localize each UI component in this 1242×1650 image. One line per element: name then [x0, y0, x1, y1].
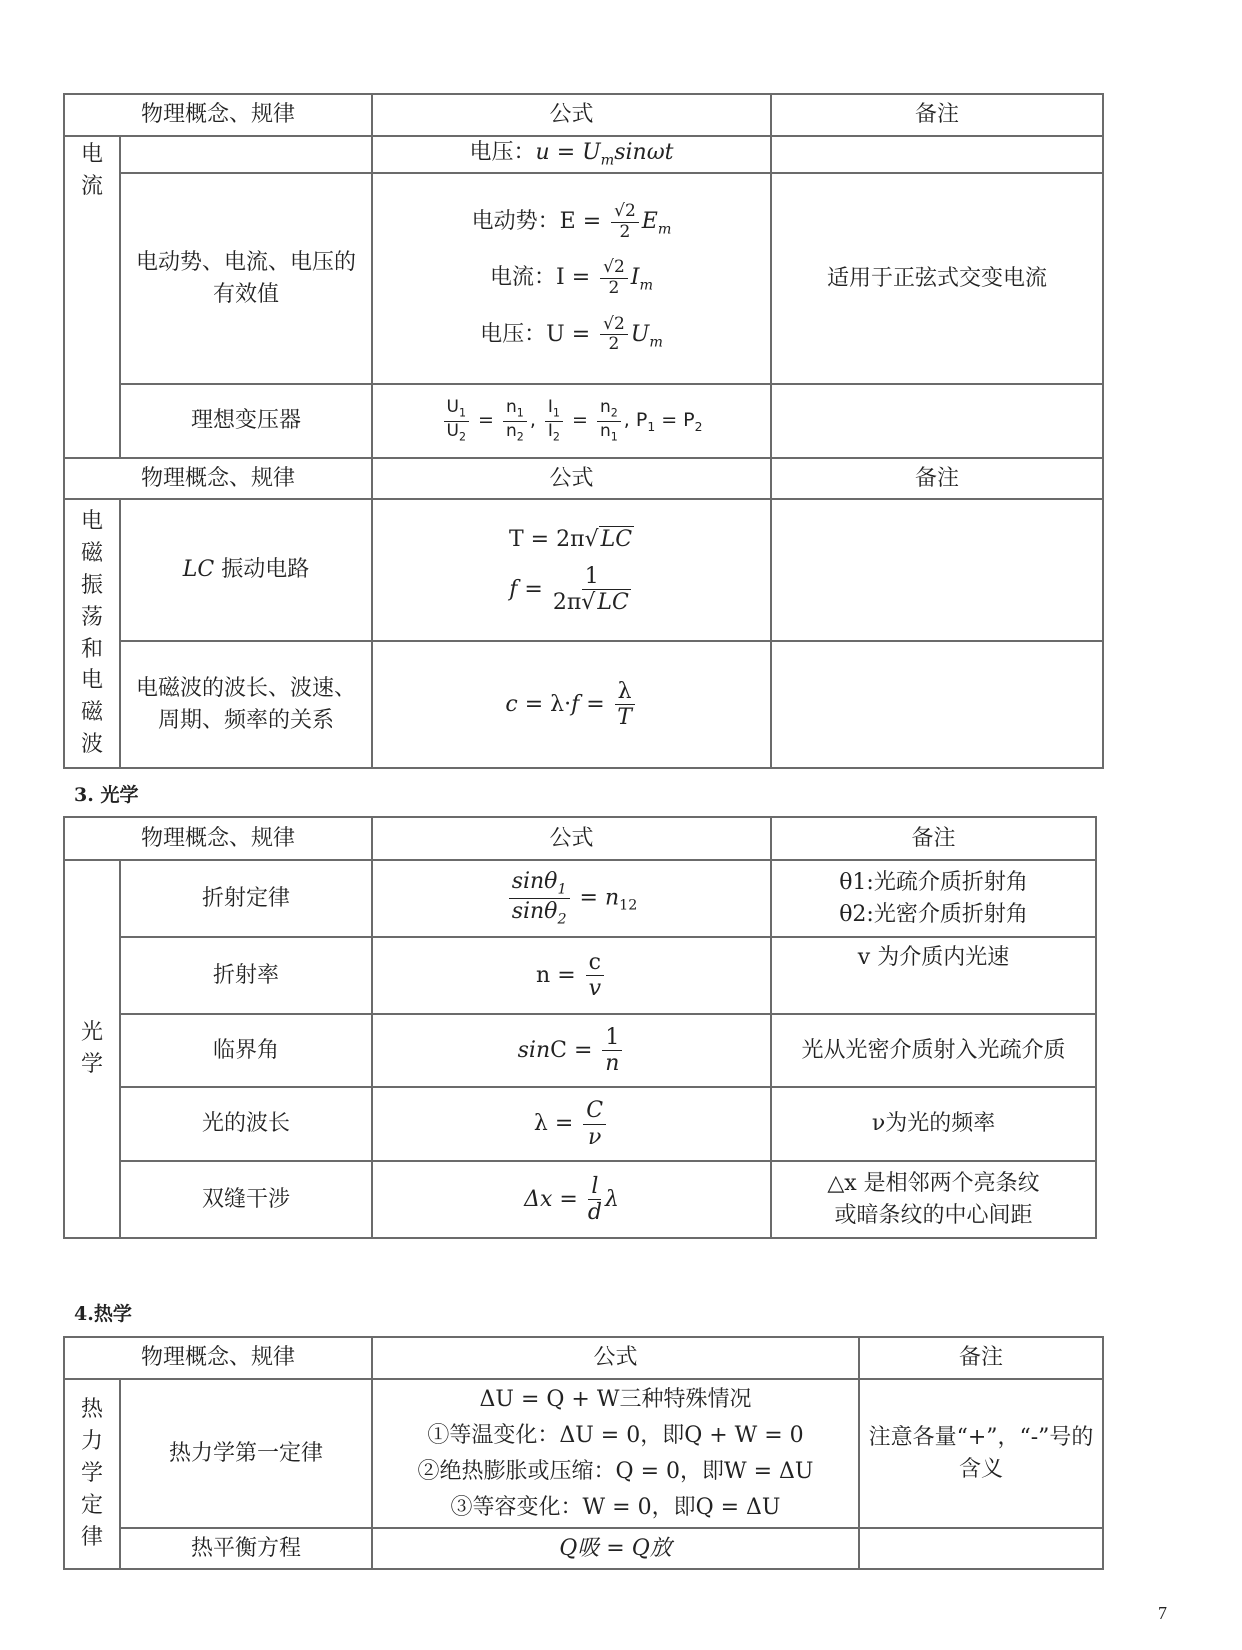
table-ac-em — [63, 93, 1104, 769]
concept-text: 振动电路 — [214, 557, 310, 583]
note-line: 或暗条纹的中心间距 — [834, 1202, 1033, 1228]
note-cell — [771, 860, 1096, 937]
formula-cell: n = $\frac{c}{v}$ — [372, 937, 771, 1014]
table-header-row — [64, 94, 1103, 136]
formula-line: 电动势：E = $\frac{√2}{2}$ $E_m$ — [471, 201, 672, 242]
formula-cell — [372, 499, 771, 641]
header-concept: 物理概念、规律 — [64, 1337, 372, 1379]
note-cell — [859, 1528, 1103, 1569]
formula-lhs: U — [546, 321, 565, 347]
group-char: 流 — [80, 173, 103, 199]
formula-cell — [372, 1528, 859, 1569]
table-row — [64, 136, 1103, 173]
header-note: 备注 — [771, 458, 1103, 499]
subscript: m — [649, 333, 663, 350]
header-concept: 物理概念、规律 — [64, 458, 372, 499]
concept-italic: LC — [182, 557, 215, 583]
group-char: 定 — [80, 1492, 103, 1518]
group-label-ac — [64, 136, 120, 458]
group-label-em — [64, 499, 120, 768]
formula-rhs: E — [641, 209, 658, 235]
table-header-row — [64, 817, 1096, 860]
fraction — [600, 315, 628, 355]
numerator: √2 — [600, 315, 628, 336]
section-heading-optics: 3. 光学 — [74, 784, 139, 806]
formula-label: 电压： — [480, 321, 547, 347]
fraction: $\frac{n_2}{n_1}$ — [597, 398, 621, 443]
note-cell: 适用于正弦式交变电流 — [771, 173, 1103, 384]
note-line: △x 是相邻两个亮条纹 — [827, 1170, 1040, 1196]
formula-expr: $u = U_m\sin\omega t$ — [535, 140, 674, 169]
table-row — [64, 1161, 1096, 1238]
table-header-row — [64, 458, 1103, 499]
formula-text: Q吸 = Q放 — [559, 1535, 672, 1561]
table-row — [64, 1014, 1096, 1087]
formula-lhs: E — [559, 209, 576, 235]
group-char: 电 — [80, 142, 103, 167]
table-row — [64, 1528, 1103, 1569]
formula-line: ①等温变化：ΔU = 0，即Q + W = 0 — [427, 1422, 804, 1448]
note-cell — [771, 641, 1103, 768]
concept-cell — [120, 136, 372, 173]
group-char: 电 — [80, 508, 103, 534]
fraction — [611, 202, 639, 242]
header-note: 备注 — [771, 94, 1103, 136]
section-heading-thermo: 4.热学 — [74, 1303, 132, 1325]
table-optics — [63, 816, 1097, 1239]
subscript: m — [657, 221, 672, 238]
group-char: 学 — [80, 1461, 103, 1487]
concept-cell: 电动势、电流、电压的有效值 — [120, 173, 372, 384]
formula-line: 电流：I = $\frac{√2}{2}$ $I_m$ — [489, 257, 654, 298]
note-cell — [771, 937, 1096, 1014]
concept-cell — [120, 499, 372, 641]
formula-cell: $\frac{U_1}{U_2}$ = $\frac{n_1}{n_2}$ , $\frac{I_1}{I_2}$ = $\frac{n_2}{n_1}$ , $P_1 = P_2$ — [372, 384, 771, 458]
header-concept: 物理概念、规律 — [64, 817, 372, 860]
fraction: $\frac{\sin\theta_1}{\sin\theta_2}$ — [509, 869, 570, 928]
note-cell — [771, 499, 1103, 641]
note-cell — [771, 1161, 1096, 1238]
table-row — [64, 641, 1103, 768]
note-line: θ2:光密介质折射角 — [839, 901, 1028, 927]
formula-line: ③等容变化：W = 0，即Q = ΔU — [450, 1494, 781, 1520]
formula-cell: $\frac{\sin\theta_1}{\sin\theta_2}$ = $n_{12}$ — [372, 860, 771, 937]
table-row — [64, 937, 1096, 1014]
concept-cell: 电磁波的波长、波速、周期、频率的关系 — [120, 641, 372, 768]
fraction: $\frac{\lambda}{T}$ — [615, 679, 635, 731]
note-cell: 注意各量“+”，“-”号的含义 — [859, 1379, 1103, 1528]
formula-line: f = $\frac{1}{2\pi√LC}$ — [509, 564, 629, 616]
formula-rhs: U — [630, 321, 650, 347]
group-char: 热 — [80, 1397, 103, 1423]
denominator: 2 — [619, 221, 631, 242]
formula-rhs: I — [630, 265, 640, 291]
group-char: 律 — [80, 1524, 103, 1550]
table-row — [64, 499, 1103, 641]
table-header-row — [64, 1337, 1103, 1379]
group-char: 电 — [80, 668, 103, 694]
numerator: √2 — [600, 258, 628, 279]
note-cell — [771, 1087, 1096, 1161]
denominator: 2 — [608, 334, 620, 355]
group-char: 学 — [80, 1052, 103, 1077]
header-formula: 公式 — [372, 1337, 859, 1379]
table-row — [64, 384, 1103, 458]
concept-cell: 双缝干涉 — [120, 1161, 372, 1238]
formula-cell — [372, 1379, 859, 1528]
formula-cell — [372, 136, 771, 173]
table-row — [64, 860, 1096, 937]
header-note: 备注 — [771, 817, 1096, 860]
table-row — [64, 173, 1103, 384]
group-char: 荡 — [80, 604, 103, 630]
group-char: 和 — [80, 636, 103, 662]
header-note: 备注 — [859, 1337, 1103, 1379]
formula-cell — [372, 173, 771, 384]
fraction: $\frac{n_1}{n_2}$ — [503, 398, 527, 443]
page-number: 7 — [1158, 1603, 1167, 1623]
group-label-thermo — [64, 1379, 120, 1569]
concept-cell: 热力学第一定律 — [120, 1379, 372, 1528]
header-formula: 公式 — [372, 458, 771, 499]
note-line: 光从光密介质射入光疏介质 — [801, 1037, 1066, 1063]
formula-line: ②绝热膨胀或压缩：Q = 0，即W = ΔU — [417, 1458, 814, 1484]
subscript: m — [639, 277, 654, 294]
table-row — [64, 1087, 1096, 1161]
table-row — [64, 1379, 1103, 1528]
concept-cell: 折射定律 — [120, 860, 372, 937]
fraction: $\frac{U_1}{U_2}$ — [444, 398, 469, 443]
note-line: v 为介质内光速 — [857, 945, 1010, 970]
fraction: $\frac{1}{2\pi√LC}$ — [552, 564, 629, 616]
formula-line: T = 2π√LC — [508, 527, 633, 553]
formula-cell: Δx = $\frac{l}{d}$ λ — [372, 1161, 771, 1238]
note-cell — [771, 136, 1103, 173]
fraction: $\frac{c}{v}$ — [586, 950, 604, 1002]
note-line: θ1:光疏介质折射角 — [839, 869, 1028, 895]
formula-label: 电压： — [469, 140, 536, 166]
denominator: 2 — [608, 278, 620, 298]
fraction: $\frac{I_1}{I_2}$ — [545, 398, 563, 443]
formula-line: 电压：U = $\frac{√2}{2}$ $U_m$ — [480, 313, 663, 355]
formula-label: 电动势： — [471, 209, 560, 235]
formula-cell: λ = $\frac{C}{\nu}$ — [372, 1087, 771, 1161]
group-char: 光 — [80, 1020, 103, 1046]
note-cell — [771, 1014, 1096, 1087]
formula-lhs: I — [556, 265, 565, 291]
concept-cell: 折射率 — [120, 937, 372, 1014]
fraction: $\frac{1}{n}$ — [602, 1025, 622, 1077]
group-label-optics — [64, 860, 120, 1238]
concept-cell: 理想变压器 — [120, 384, 372, 458]
formula-label: 电流： — [489, 265, 556, 291]
note-line: ν为光的频率 — [871, 1111, 996, 1137]
fraction: $\frac{C}{\nu}$ — [583, 1098, 606, 1150]
numerator: √2 — [611, 202, 639, 223]
header-concept: 物理概念、规律 — [64, 94, 372, 136]
fraction: $\frac{l}{d}$ — [587, 1173, 602, 1225]
formula-cell: sinC = $\frac{1}{n}$ — [372, 1014, 771, 1087]
header-formula: 公式 — [372, 817, 771, 860]
group-char: 磁 — [80, 700, 103, 726]
group-char: 磁 — [80, 540, 103, 566]
group-char: 力 — [80, 1429, 103, 1455]
fraction — [600, 258, 628, 298]
formula-cell: c = λ·f = $\frac{\lambda}{T}$ — [372, 641, 771, 768]
group-char: 波 — [80, 732, 103, 758]
formula-line: ΔU = Q + W三种特殊情况 — [479, 1386, 752, 1412]
concept-cell: 临界角 — [120, 1014, 372, 1087]
concept-cell: 热平衡方程 — [120, 1528, 372, 1569]
note-cell — [771, 384, 1103, 458]
header-formula: 公式 — [372, 94, 771, 136]
concept-cell: 光的波长 — [120, 1087, 372, 1161]
group-char: 振 — [80, 572, 103, 598]
table-thermo — [63, 1336, 1104, 1570]
